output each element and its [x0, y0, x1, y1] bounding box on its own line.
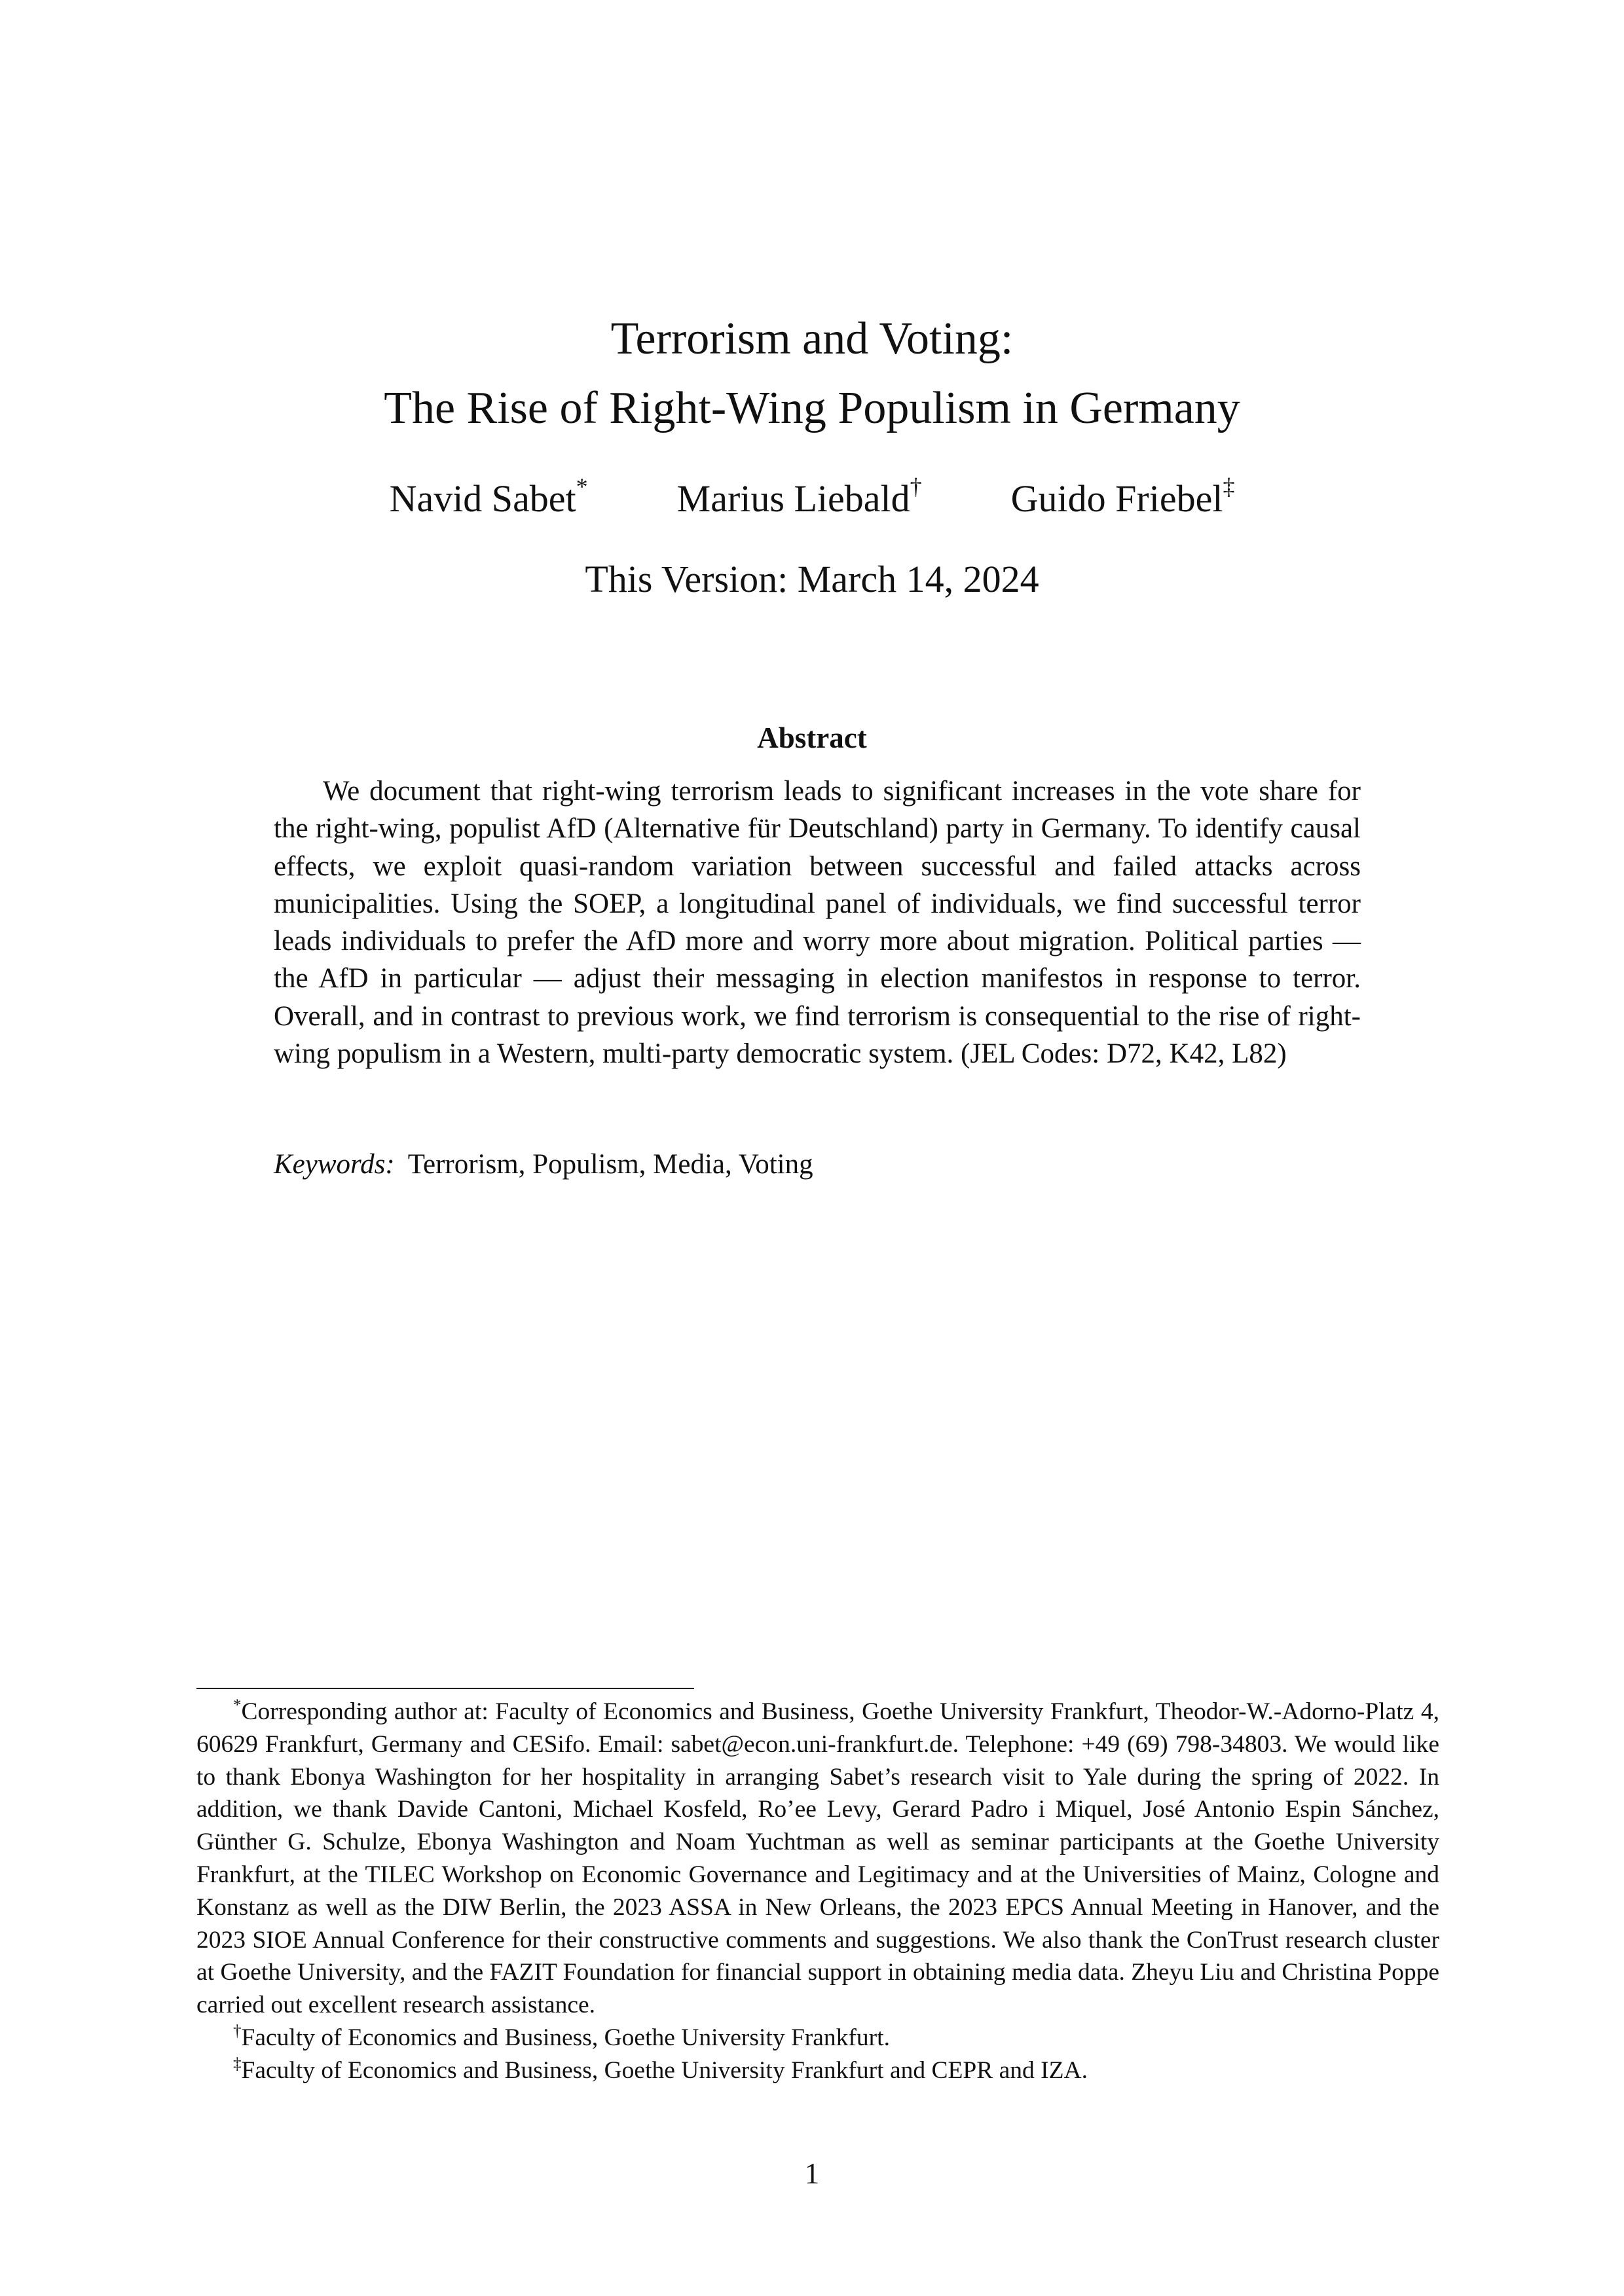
page-number: 1 [804, 2157, 820, 2190]
footnote-mark: * [233, 1696, 242, 1714]
author-footnote-mark: † [910, 473, 922, 500]
title-line-1: Terrorism and Voting: [610, 314, 1014, 364]
footnote-text: Corresponding author at: Faculty of Economics and Business, Goethe University Frankfurt, Theodor-W.-Adorno-Platz 4, 60629 Frankfurt, Germany and CESifo. Email: sabet@econ.uni-frankfurt.de. Telephone: +49 (69) 798-34803. We would like to thank Ebonya Washington for her hospitality in arranging Sabet’s research visit to Yale during the spring of 2022. In addition, we thank Davide Cantoni, Michael Kosfeld, Ro’ee Levy, Gerard Padro i Miquel, José Antonio Espin Sánchez, Günther G. Schulze, Ebonya Washington and Noam Yuchtman as well as seminar participants at the Goethe University Frankfurt, at the TILEC Workshop on Economic Governance and Legitimacy and at the Universities of Mainz, Cologne and Konstanz as well as the DIW Berlin, the 2023 ASSA in New Orleans, the 2023 EPCS Annual Meeting in Hanover, and the 2023 SIOE Annual Conference for their constructive comments and suggestions. We also thank the ConTrust research cluster at Goethe University, and the FAZIT Foundation for financial support in obtaining media data. Zheyu Liu and Christina Poppe carried out excellent research assistance. [196, 1698, 1439, 2019]
footnote-affiliation-3 [196, 2054, 1439, 2087]
footnote-mark: † [233, 2022, 242, 2040]
footnote-affiliation-2 [196, 2022, 1439, 2054]
abstract-heading: Abstract [757, 721, 867, 754]
author-name: Navid Sabet [389, 477, 576, 520]
author-3 [1011, 473, 1235, 525]
abstract-body [274, 773, 1361, 1072]
author-footnote-mark: * [576, 473, 588, 500]
author-footnote-mark: ‡ [1223, 473, 1235, 500]
footnote-corresponding-author [196, 1696, 1439, 2022]
footnote-mark: ‡ [233, 2054, 242, 2073]
footnote-divider [196, 1688, 694, 1689]
paper-title [0, 304, 1624, 443]
author-1 [390, 473, 588, 525]
footnotes [196, 1696, 1439, 2087]
keywords-text: Terrorism, Populism, Media, Voting [407, 1149, 813, 1180]
footnote-text: Faculty of Economics and Business, Goethe University Frankfurt and CEPR and IZA. [241, 2056, 1088, 2084]
abstract-text: We document that right-wing terrorism leads to significant increases in the vote share for the right-wing, populist AfD (Alternative für Deutschland) party in Germany. To identify causal effects, we exploit quasi-random variation between successful and failed attacks across municipalities. Using the SOEP, a longitudinal panel of individuals, we find successful terror leads individuals to prefer the AfD more and worry more about migration. Political parties — the AfD in particular — adjust their messaging in election manifestos in response to terror. Overall, and in contrast to previous work, we find terrorism is consequential to the rise of right-wing populism in a Western, multi-party democratic system. (JEL Codes: D72, K42, L82) [274, 776, 1361, 1070]
footnote-text: Faculty of Economics and Business, Goethe University Frankfurt. [241, 2024, 890, 2051]
version-date: This Version: March 14, 2024 [585, 558, 1039, 600]
author-name: Guido Friebel [1010, 477, 1223, 520]
author-2 [677, 473, 922, 525]
author-list [0, 473, 1624, 525]
title-line-2: The Rise of Right-Wing Populism in Germany [384, 383, 1240, 433]
author-name: Marius Liebald [676, 477, 910, 520]
keywords-line [274, 1145, 1361, 1184]
keywords-label: Keywords: [274, 1149, 395, 1180]
